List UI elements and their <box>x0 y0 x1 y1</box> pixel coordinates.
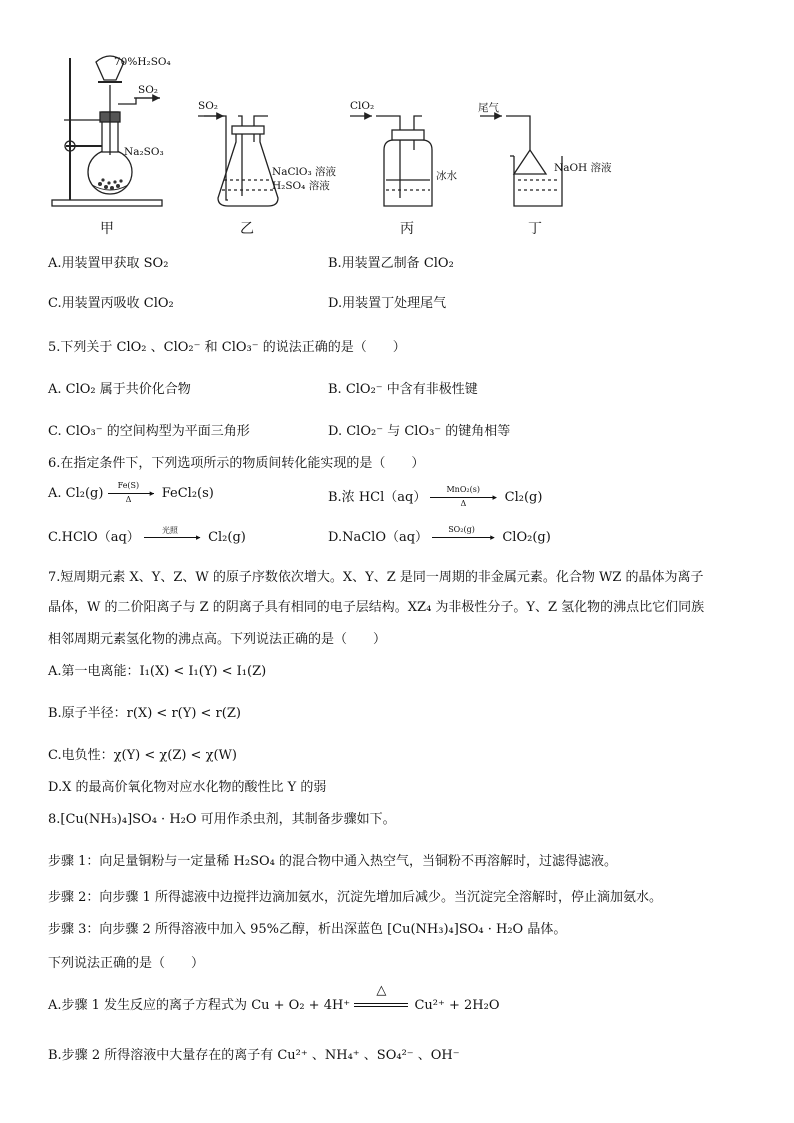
q7-option-b: B.原子半径：r(X) < r(Y) < r(Z) <box>48 706 241 721</box>
q6-option-c: C.HClO（aq） 光照 ▸ Cl₂(g) <box>48 525 246 545</box>
ding-solution-label: NaOH 溶液 <box>554 162 612 174</box>
apparatus-bing <box>350 116 432 206</box>
apparatus-jia <box>52 56 162 206</box>
q5-option-c: C. ClO₃⁻ 的空间构型为平面三角形 <box>48 424 250 439</box>
bing-bath-label: 冰水 <box>436 170 457 182</box>
q8-step2: 步骤 2：向步骤 1 所得滤液中边搅拌边滴加氨水，沉淀先增加后减少。当沉淀完全溶解时，停止滴加氨水。 <box>48 890 662 905</box>
apparatus-figure <box>0 0 794 240</box>
apparatus-ding <box>480 116 562 206</box>
q7-option-a: A.第一电离能：I₁(X) < I₁(Y) < I₁(Z) <box>48 664 267 679</box>
q6-option-a: A. Cl₂(g) Fe(S) ▸ Δ FeCl₂(s) <box>48 480 214 504</box>
q4-option-d: D.用装置丁处理尾气 <box>328 296 447 311</box>
q6-option-d: D.NaClO（aq） SO₂(g) ▸ ClO₂(g) <box>328 524 551 545</box>
yi-solution-label: NaClO₃ 溶液 <box>272 166 336 178</box>
q5-option-a: A. ClO₂ 属于共价化合物 <box>48 382 191 397</box>
q7-line1: 7.短周期元素 X、Y、Z、W 的原子序数依次增大。X、Y、Z 是同一周期的非金属元素。化合物 WZ 的晶体为离子 <box>48 570 704 585</box>
jia-solid-label: Na₂SO₃ <box>124 146 164 158</box>
q6-stem: 6.在指定条件下，下列选项所示的物质间转化能实现的是（ ） <box>48 456 425 471</box>
q5-option-d: D. ClO₂⁻ 与 ClO₃⁻ 的键角相等 <box>328 424 511 439</box>
q8-step3: 步骤 3：向步骤 2 所得溶液中加入 95%乙醇，析出深蓝色 [Cu(NH₃)₄]SO₄ · H₂O 晶体。 <box>48 922 567 937</box>
q5-stem: 5.下列关于 ClO₂ 、ClO₂⁻ 和 ClO₃⁻ 的说法正确的是（ ） <box>48 340 406 355</box>
q4-option-c: C.用装置丙吸收 ClO₂ <box>48 296 174 311</box>
bing-label: 丙 <box>400 221 414 237</box>
q8-step1: 步骤 1：向足量铜粉与一定量稀 H₂SO₄ 的混合物中通入热空气，当铜粉不再溶解时，过滤得滤液。 <box>48 854 617 869</box>
apparatus-yi <box>198 116 278 206</box>
q7-line2: 晶体，W 的二价阳离子与 Z 的阴离子具有相同的电子层结构。XZ₄ 为非极性分子。Y、Z 氢化物的沸点比它们同族 <box>48 600 705 615</box>
q4-option-b: B.用装置乙制备 ClO₂ <box>328 256 454 271</box>
q8-question: 下列说法正确的是（ ） <box>48 956 205 971</box>
q6-option-b: B.浓 HCl（aq） MnO₂(s) ▸ Δ Cl₂(g) <box>328 484 543 508</box>
q5-option-b: B. ClO₂⁻ 中含有非极性键 <box>328 382 478 397</box>
ding-gas-label: 尾气 <box>478 102 499 114</box>
yi-gas-label: SO₂ <box>198 100 219 112</box>
yi-solution2-label: H₂SO₄ 溶液 <box>272 180 330 192</box>
q7-line3: 相邻周期元素氢化物的沸点高。下列说法正确的是（ ） <box>48 632 387 647</box>
jia-label: 甲 <box>100 221 114 237</box>
ding-label: 丁 <box>528 221 542 237</box>
q8-option-b: B.步骤 2 所得溶液中大量存在的离子有 Cu²⁺ 、NH₄⁺ 、SO₄²⁻ 、OH⁻ <box>48 1048 460 1063</box>
q8-stem: 8.[Cu(NH₃)₄]SO₄ · H₂O 可用作杀虫剂，其制备步骤如下。 <box>48 812 396 827</box>
jia-gas-label: SO₂ <box>138 84 159 96</box>
q7-option-d: D.X 的最高价氧化物对应水化物的酸性比 Y 的弱 <box>48 780 327 795</box>
q8-option-a: A.步骤 1 发生反应的离子方程式为 Cu + O₂ + 4H⁺ △ Cu²⁺ + 2H₂O <box>48 982 500 1013</box>
yi-label: 乙 <box>240 221 254 237</box>
jia-reagent-label: 70%H₂SO₄ <box>114 56 171 68</box>
q7-option-c: C.电负性：χ(Y) < χ(Z) < χ(W) <box>48 748 237 763</box>
q4-option-a: A.用装置甲获取 SO₂ <box>48 256 169 271</box>
bing-gas-label: ClO₂ <box>350 100 375 112</box>
